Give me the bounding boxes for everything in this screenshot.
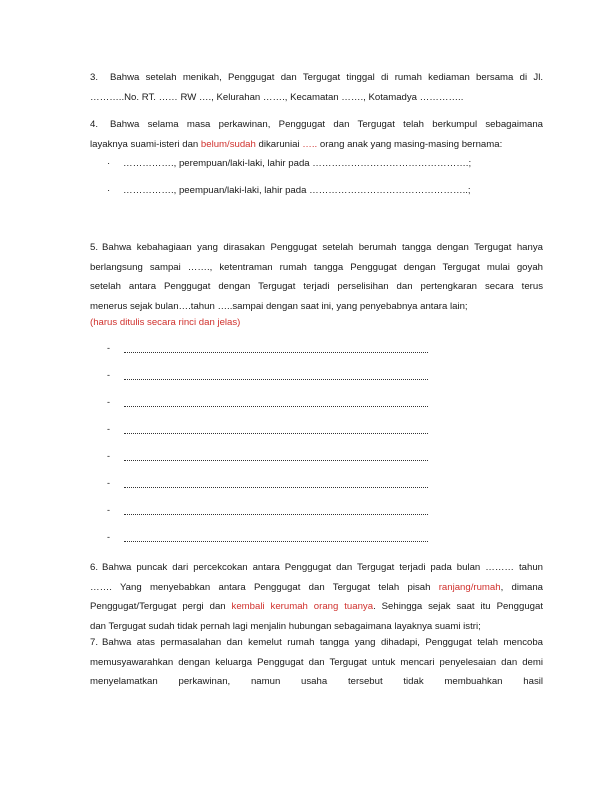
fill-in-line xyxy=(124,487,428,488)
paragraph-number: 7. xyxy=(90,637,99,648)
paragraph-5-line-3: setelah antara Penggugat dengan Tergugat terjadi perselisihan dan pertengkaran secara terus xyxy=(90,281,543,292)
paragraph-6-line-3: Penggugat/Tergugat pergi dan kembali kerumah orang tuanya. Sehingga sejak saat itu Penggugat xyxy=(90,601,543,612)
paragraph-number: 6. xyxy=(90,562,99,573)
paragraph-4-line-1: 4. Bahwa selama masa perkawinan, Penggugat dan Tergugat telah berkumpul sebagaimana xyxy=(90,115,543,135)
bullet: - xyxy=(107,478,110,488)
paragraph-5 xyxy=(90,238,543,316)
paragraph-3-line-1: 3. Bahwa setelah menikah, Penggugat dan Tergugat tinggal di rumah kediaman bersama di Jl. xyxy=(90,68,543,88)
paragraph-4-line-2: layaknya suami-isteri dan belum/sudah dikaruniai ….. orang anak yang masing-masing bernama: xyxy=(90,138,503,150)
fill-in-line xyxy=(124,406,428,407)
bullet: - xyxy=(107,532,110,542)
fill-in-line xyxy=(124,460,428,461)
bullet: - xyxy=(107,343,110,353)
child-list-item: · ……………., peempuan/laki-laki, lahir pada …………………………………………..; xyxy=(107,185,471,196)
bullet: · xyxy=(107,185,111,196)
paragraph-6-line-2: ……. Yang menyebabkan antara Penggugat dan Tergugat telah pisah ranjang/rumah, dimana xyxy=(90,581,544,593)
paragraph-5-line-4: menerus sejak bulan….tahun …..sampai dengan saat ini, yang penyebabnya antara lain; xyxy=(90,300,468,312)
highlight-text: ranjang/rumah xyxy=(438,581,501,593)
paragraph-3-line-2: ………..No. RT. …… RW …., Kelurahan ……., Kecamatan ……., Kotamadya ………….. xyxy=(90,91,464,103)
highlight-text: ….. xyxy=(302,138,318,150)
paragraph-7-line-2: memusyawarahkan dengan keluarga Penggugat dan Tergugat untuk mencari penyelesaian dan demi xyxy=(90,656,543,668)
fill-in-line xyxy=(124,352,428,353)
paragraph-number: 4. xyxy=(90,119,99,130)
fill-in-line xyxy=(124,541,428,542)
paragraph-4 xyxy=(90,115,543,154)
paragraph-number: 3. xyxy=(90,72,99,83)
bullet: · xyxy=(107,158,111,169)
paragraph-7-line-3: menyelamatkan perkawinan, namun usaha tersebut tidak membuahkan hasil xyxy=(90,676,543,687)
bullet: - xyxy=(107,370,110,380)
fill-in-line xyxy=(124,433,428,434)
fill-in-line xyxy=(124,379,428,380)
paragraph-3 xyxy=(90,68,543,107)
bullet: - xyxy=(107,451,110,461)
bullet: - xyxy=(107,424,110,434)
instruction-note: (harus ditulis secara rinci dan jelas) xyxy=(90,317,241,328)
paragraph-7-line-1: 7. Bahwa atas permasalahan dan kemelut rumah tangga yang dihadapi, Penggugat telah mencoba xyxy=(90,633,543,653)
highlight-text: kembali kerumah orang tuanya xyxy=(231,601,374,612)
highlight-text: belum/sudah xyxy=(200,138,256,150)
bullet: - xyxy=(107,505,110,515)
paragraph-6 xyxy=(90,558,543,636)
fill-in-line xyxy=(124,514,428,515)
paragraph-6-line-1: 6. Bahwa puncak dari percekcokan antara Penggugat dan Tergugat terjadi pada bulan ……… tahun xyxy=(90,558,543,578)
child-list-item: · ……………., perempuan/laki-laki, lahir pada ………………………………………….; xyxy=(107,158,472,169)
paragraph-number: 5. xyxy=(90,242,99,253)
paragraph-7 xyxy=(90,633,543,692)
paragraph-5-line-2: berlangsung sampai ……., ketentraman rumah tangga Penggugat dengan Tergugat mulai goyah xyxy=(90,261,543,273)
paragraph-5-line-1: 5. Bahwa kebahagiaan yang dirasakan Penggugat setelah berumah tangga dengan Tergugat hanya xyxy=(90,238,543,258)
bullet: - xyxy=(107,397,110,407)
paragraph-6-line-4: dan Tergugat sudah tidak pernah lagi menjalin hubungan sebagaimana layaknya suami istri; xyxy=(90,620,481,632)
